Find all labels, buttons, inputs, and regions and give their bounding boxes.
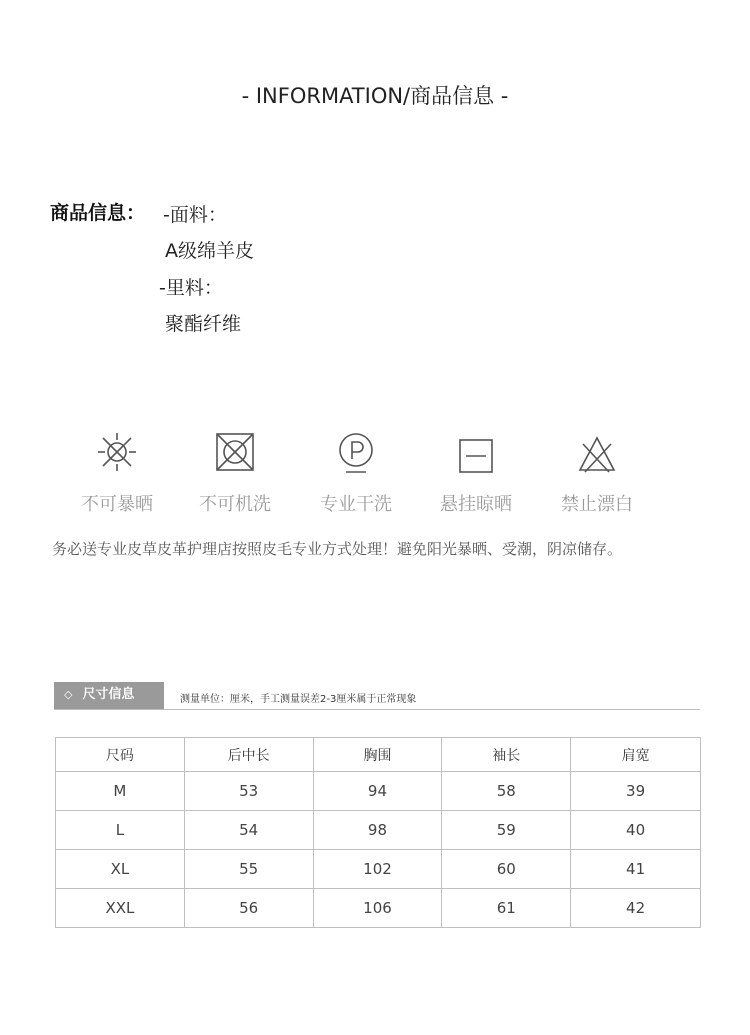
column-header: 胸围 bbox=[313, 738, 442, 772]
table-cell: M bbox=[56, 772, 185, 811]
fabric-value: A级绵羊皮 bbox=[165, 240, 254, 262]
table-cell: 94 bbox=[313, 772, 442, 811]
fabric-label: -面料： bbox=[163, 204, 227, 226]
care-item-professional-dry-clean bbox=[296, 430, 416, 516]
no-sun-dry-icon bbox=[95, 430, 139, 474]
care-label: 专业干洗 bbox=[320, 494, 392, 515]
care-item-no-bleach bbox=[537, 430, 657, 516]
table-cell: 39 bbox=[571, 772, 701, 811]
product-info-label: 商品信息： bbox=[50, 202, 146, 224]
care-label: 不可机洗 bbox=[199, 494, 271, 515]
table-cell: 59 bbox=[442, 811, 571, 850]
care-note: 务必送专业皮草皮革护理店按照皮毛专业方式处理！避免阳光暴晒、受潮，阴凉储存。 bbox=[52, 540, 623, 558]
table-cell: 61 bbox=[442, 889, 571, 928]
measure-note: 测量单位：厘米，手工测量误差2-3厘米属于正常现象 bbox=[180, 694, 417, 705]
no-machine-wash-icon bbox=[213, 430, 257, 474]
table-cell: XL bbox=[56, 850, 185, 889]
table-cell: 60 bbox=[442, 850, 571, 889]
column-header: 尺码 bbox=[56, 738, 185, 772]
lining-value: 聚酯纤维 bbox=[165, 313, 242, 335]
table-row bbox=[56, 772, 701, 811]
table-row bbox=[56, 811, 701, 850]
size-info-tab-label: 尺寸信息 bbox=[82, 687, 135, 702]
care-item-no-sun-dry bbox=[57, 430, 177, 516]
column-header: 肩宽 bbox=[571, 738, 701, 772]
table-row bbox=[56, 889, 701, 928]
table-cell: 98 bbox=[313, 811, 442, 850]
table-cell: 106 bbox=[313, 889, 442, 928]
table-cell: L bbox=[56, 811, 185, 850]
table-cell: 58 bbox=[442, 772, 571, 811]
care-item-hang-dry bbox=[416, 430, 536, 516]
no-bleach-icon bbox=[575, 430, 619, 474]
table-cell: 53 bbox=[184, 772, 313, 811]
care-label: 悬挂晾晒 bbox=[440, 494, 512, 515]
care-label: 不可暴晒 bbox=[81, 494, 153, 515]
table-cell: XXL bbox=[56, 889, 185, 928]
column-header: 后中长 bbox=[184, 738, 313, 772]
page-title: - INFORMATION/商品信息 - bbox=[241, 84, 509, 108]
hang-dry-icon bbox=[454, 430, 498, 474]
table-cell: 56 bbox=[184, 889, 313, 928]
care-label: 禁止漂白 bbox=[561, 494, 633, 515]
table-cell: 40 bbox=[571, 811, 701, 850]
divider bbox=[54, 709, 700, 710]
table-header-row bbox=[56, 738, 701, 772]
size-table bbox=[55, 737, 701, 928]
lining-label: -里料： bbox=[159, 277, 223, 299]
care-instructions bbox=[0, 430, 750, 530]
size-info-tab bbox=[54, 682, 164, 710]
table-cell: 41 bbox=[571, 850, 701, 889]
table-cell: 42 bbox=[571, 889, 701, 928]
care-item-no-machine-wash bbox=[175, 430, 295, 516]
table-cell: 54 bbox=[184, 811, 313, 850]
column-header: 袖长 bbox=[442, 738, 571, 772]
table-cell: 55 bbox=[184, 850, 313, 889]
table-row bbox=[56, 850, 701, 889]
table-cell: 102 bbox=[313, 850, 442, 889]
professional-dry-clean-icon bbox=[334, 430, 378, 474]
diamond-icon: ◇ bbox=[64, 688, 73, 701]
